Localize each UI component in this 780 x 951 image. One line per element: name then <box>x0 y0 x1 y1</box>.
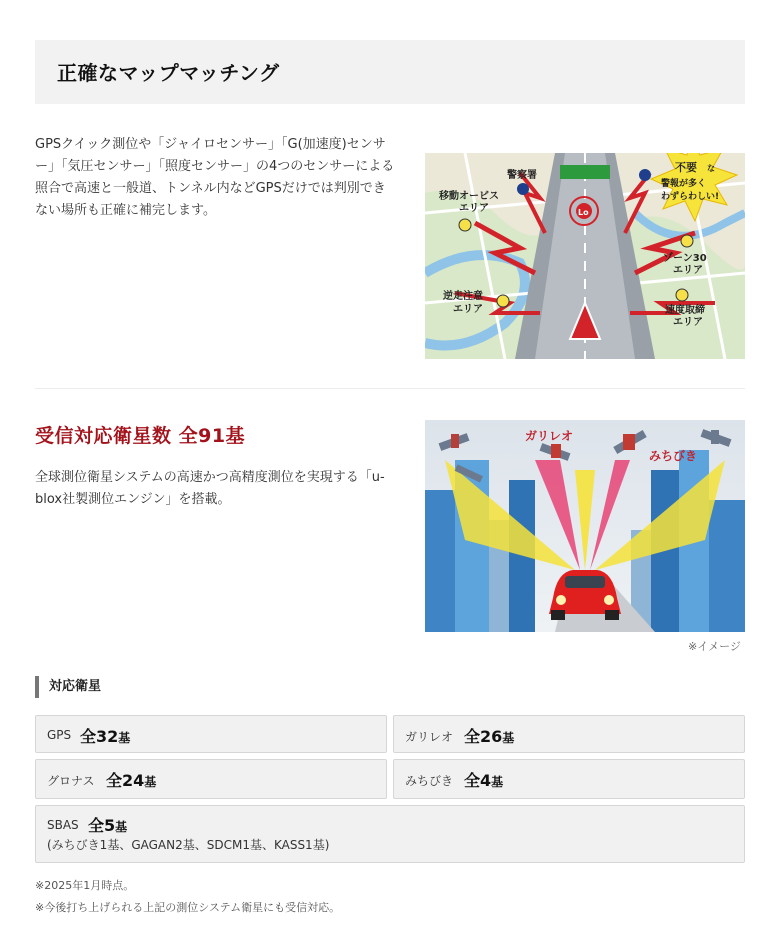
galileo-label: ガリレオ <box>525 429 574 443</box>
satellite-name: ガリレオ <box>405 730 454 744</box>
burst-text-3: 警報が多く <box>661 179 707 189</box>
satellite-name: GPS <box>47 728 72 742</box>
satellite-cell-michibiki <box>393 759 745 799</box>
satellite-name: グロナス <box>47 774 95 788</box>
wrongway-area-label: エリア <box>453 304 483 315</box>
supported-satellites-heading: 対応衛星 <box>35 676 101 698</box>
target-label: Lo <box>578 208 589 217</box>
satellite-count-heading: 受信対応衛星数 全91基 <box>35 425 246 447</box>
map-matching-description: GPSクイック測位や「ジャイロセンサー」「G(加速度)センサー」「気圧センサー」「照度センサー」の4つのセンサーによる照合で高速と一般道、トンネル内などGPSだけでは判別できない場所も正確に補完します。 <box>35 137 395 218</box>
speed-trap-area-label: エリア <box>673 317 703 328</box>
burst-text-1: 不要 <box>675 161 697 174</box>
satellite-cell-gps <box>35 715 387 753</box>
satellite-name: みちびき <box>405 774 454 788</box>
michibiki-label: みちびき <box>649 449 698 463</box>
map-matching-illustration <box>425 153 745 359</box>
satellite-name: SBAS <box>47 818 79 832</box>
section-title-bar <box>35 40 745 104</box>
image-note: ※イメージ <box>688 640 741 653</box>
satellite-cell-glonass <box>35 759 387 799</box>
speed-trap-label: 速度取締 <box>665 305 705 316</box>
orbis-label: 移動オービス <box>439 191 499 202</box>
satellite-count: 全24基 <box>106 771 157 790</box>
orbis-area-label: エリア <box>459 203 489 214</box>
police-label: 警察署 <box>507 170 537 181</box>
satellite-description: 全球測位衛星システムの高速かつ高精度測位を実現する「u-blox社製測位エンジン」を搭載。 <box>35 470 385 507</box>
footnote-date: ※2025年1月時点。 <box>35 879 135 892</box>
police-marker-icon <box>517 183 529 195</box>
satellite-cell-galileo <box>393 715 745 753</box>
section-divider <box>35 388 745 389</box>
section-heading-map-matching: 正確なマップマッチング <box>57 61 280 85</box>
satellite-count: 全4基 <box>464 771 504 790</box>
burst-text-4: わずらわしい! <box>661 192 720 202</box>
sbas-detail: (みちびき1基、GAGAN2基、SDCM1基、KASS1基) <box>47 838 330 852</box>
wrongway-label: 逆走注意 <box>443 291 483 302</box>
burst-text-2: な <box>707 164 715 173</box>
satellite-count: 全26基 <box>464 727 515 746</box>
satellite-cell-sbas <box>35 805 745 863</box>
zone30-area-label: エリア <box>673 265 703 276</box>
satellite-count: 全32基 <box>80 727 131 746</box>
satellite-illustration <box>425 420 745 632</box>
zone30-label: ゾーン30 <box>663 253 707 264</box>
satellite-count: 全5基 <box>88 816 128 835</box>
footnote-future: ※今後打ち上げられる上記の測位システム衛星にも受信対応。 <box>35 901 341 914</box>
